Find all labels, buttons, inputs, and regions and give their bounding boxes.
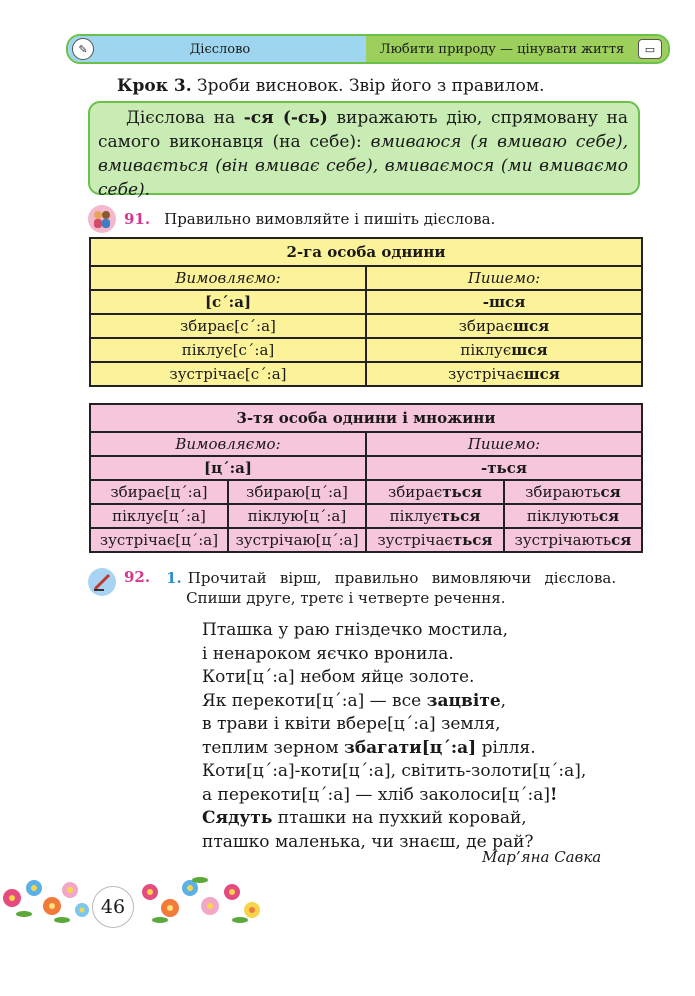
poem-line: Сядуть пташки на пухкий коровай, <box>202 808 527 828</box>
poem-line: Коти[ц´:а] небом яйце золоте. <box>202 667 475 687</box>
table-third-person <box>89 403 643 553</box>
table-cell: зустрічається <box>366 528 504 552</box>
pair-work-icon <box>88 205 116 233</box>
exercise-text: Правильно вимовляйте і пишіть дієслова. <box>164 210 496 228</box>
table-cell: [с´:а] <box>90 290 366 314</box>
table-title: 2-га особа однини <box>90 238 642 266</box>
table-cell: зустрічає[ц´:а] <box>90 528 228 552</box>
poem-line: а перекоти[ц´:а] — хліб заколоси[ц´:а]! <box>202 784 558 805</box>
table-cell: зустрічаю[ц´:а] <box>228 528 366 552</box>
table-cell: збираю[ц´:а] <box>228 480 366 504</box>
table-cell: збирається <box>366 480 504 504</box>
table-cell: збираються <box>504 480 642 504</box>
rule-box: Дієслова на -ся (-сь) виражають дію, спрямовану на самого виконавця (на себе): вмиваюся (я вмиваю себе), вмивається (він вмиває себе), вмиваємося (ми вмиваємо себе). <box>88 101 640 195</box>
table-cell: збирає[с´:а] <box>90 314 366 338</box>
table-title: 3-тя особа однини і множини <box>90 404 642 432</box>
poem-line: Пташка у раю гніздечко мостила, <box>202 620 508 640</box>
table-cell: зустрічаєшся <box>366 362 642 386</box>
poem-line: Коти[ц´:а]-коти[ц´:а], світить-золоти[ц´:а], <box>202 761 587 781</box>
table-cell: -шся <box>366 290 642 314</box>
table-cell: збирає[ц´:а] <box>90 480 228 504</box>
poem-line: і ненароком яєчко вронила. <box>202 643 454 664</box>
table-row <box>90 480 642 504</box>
table-row <box>90 314 642 338</box>
poem-line: Як перекоти[ц´:а] — все зацвіте, <box>202 690 507 711</box>
poem-line: в трави і квіти вбере[ц´:а] земля, <box>202 714 501 734</box>
table-cell: піклуються <box>504 504 642 528</box>
header-unit: Любити природу — цінувати життя <box>379 41 625 57</box>
header-topic: Дієслово <box>189 41 251 57</box>
exercise-number: 92. <box>124 568 151 586</box>
column-header: Вимовляємо: <box>90 266 366 290</box>
table-row <box>90 338 642 362</box>
exercise-91-heading <box>88 205 495 233</box>
pen-icon: ✎ <box>72 38 94 60</box>
table-cell: піклується <box>366 504 504 528</box>
column-header: Вимовляємо: <box>90 432 366 456</box>
flower-border-decoration <box>0 870 270 930</box>
header-section-right <box>366 36 668 62</box>
column-header: Пишемо: <box>366 432 642 456</box>
table-row <box>90 362 642 386</box>
poem-line: пташко маленька, чи знаєш, де рай? <box>202 831 534 852</box>
poem <box>202 619 586 854</box>
task-text: Спиши друге, третє і четверте речення. <box>186 589 506 607</box>
task-number: 1. <box>166 569 182 587</box>
page-header <box>66 34 670 64</box>
table-second-person <box>89 237 643 387</box>
table-cell: зустрічає[с´:а] <box>90 362 366 386</box>
table-cell: збираєшся <box>366 314 642 338</box>
book-icon: ▭ <box>638 39 662 59</box>
table-cell: -ться <box>366 456 642 480</box>
task-text: Прочитай вірш, правильно вимовляючи дієслова. <box>187 569 617 587</box>
header-section-left <box>68 36 366 62</box>
table-cell: піклую[ц´:а] <box>228 504 366 528</box>
table-cell: піклує[ц´:а] <box>90 504 228 528</box>
exercise-92-heading <box>88 568 616 608</box>
table-cell: [ц´:а] <box>90 456 366 480</box>
table-cell: зустрічаються <box>504 528 642 552</box>
table-row <box>90 504 642 528</box>
table-row <box>90 528 642 552</box>
step-instruction: Крок 3. Зроби висновок. Звір його з правилом. <box>117 76 545 96</box>
exercise-number: 91. <box>124 210 151 228</box>
table-cell: піклує[с´:а] <box>90 338 366 362</box>
page-number: 46 <box>92 886 134 928</box>
poem-author: Мар’яна Савка <box>482 848 602 866</box>
writing-icon <box>88 568 116 596</box>
column-header: Пишемо: <box>366 266 642 290</box>
table-cell: піклуєшся <box>366 338 642 362</box>
poem-line: теплим зерном збагати[ц´:а] рілля. <box>202 737 536 758</box>
